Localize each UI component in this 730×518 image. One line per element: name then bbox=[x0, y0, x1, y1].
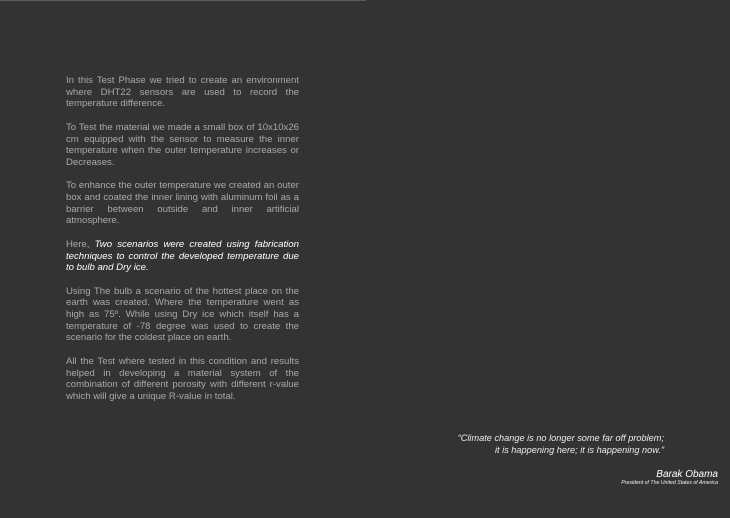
paragraph-outer-temperature: To enhance the outer temperature we created an outer box and coated the inner lining with aluminum foil as a barrier between outside and inner artificial atmosphere. bbox=[66, 180, 299, 227]
paragraph-test-phase: In this Test Phase we tried to create an environment where DHT22 sensors are used to record the temperature difference. bbox=[66, 75, 299, 110]
body-text-column bbox=[66, 75, 299, 403]
quote-block bbox=[404, 432, 664, 456]
paragraph-scenarios-emphasis: Two scenarios were created using fabrication techniques to control the developed temperature due to bulb and Dry ice. bbox=[66, 238, 299, 274]
paragraph-scenarios-lead: Here, bbox=[66, 238, 95, 250]
paragraph-scenarios bbox=[66, 239, 299, 274]
quote-line-2: it is happening here; it is happening now.” bbox=[494, 445, 664, 455]
paragraph-test-material: To Test the material we made a small box of 10x10x26 cm equipped with the sensor to measure the inner temperature when the outer temperature increases or Decreases. bbox=[66, 121, 299, 168]
paragraph-bulb-dry-ice: Using The bulb a scenario of the hottest place on the earth was created. Where the temperature went as high as 75º. While using Dry ice which itself has a temperature of -78 degree was used to create the scenario for the coldest place on earth. bbox=[66, 285, 299, 344]
quote-line-1: “Climate change is no longer some far off problem; bbox=[457, 433, 664, 443]
top-divider bbox=[0, 0, 366, 1]
paragraph-results: All the Test where tested in this condition and results helped in developing a material system of the combination of different porosity with different r-value which will give a unique R-value in total. bbox=[66, 355, 299, 402]
quote-author: Barak Obama bbox=[656, 469, 718, 480]
quote-author-title: President of The United States of America bbox=[621, 480, 718, 486]
